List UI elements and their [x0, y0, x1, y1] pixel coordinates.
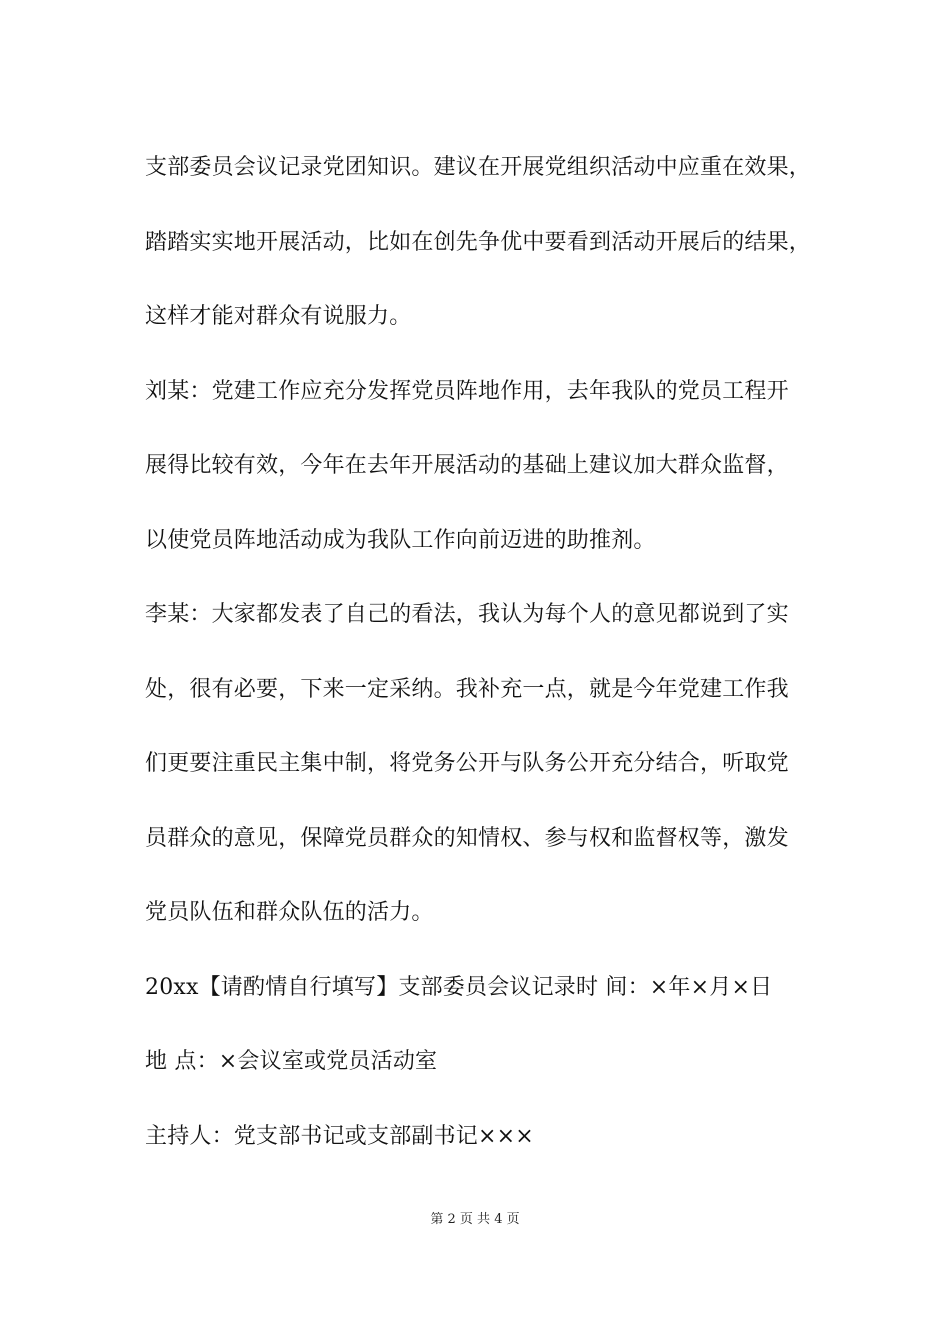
text-line: 处，很有必要，下来一定采纳。我补充一点，就是今年党建工作我 — [145, 676, 789, 702]
text-line: 这样才能对群众有说服力。 — [145, 304, 412, 329]
text-line: 党员队伍和群众队伍的活力。 — [145, 900, 434, 925]
text-line: 们更要注重民主集中制，将党务公开与队务公开充分结合，听取党 — [145, 751, 789, 776]
text-line: 员群众的意见，保障党员群众的知情权、参与权和监督权等，激发 — [145, 825, 789, 851]
page-number-footer: 第 2 页 共 4 页 — [430, 1212, 520, 1227]
meeting-host-line: 主持人：党支部书记或支部副书记××× — [145, 1123, 534, 1149]
text-line: 刘某：党建工作应充分发挥党员阵地作用，去年我队的党员工程开 — [145, 378, 789, 404]
text-line: 以使党员阵地活动成为我队工作向前迈进的助推剂。 — [145, 527, 656, 553]
text-line: 展得比较有效，今年在去年开展活动的基础上建议加大群众监督， — [145, 453, 789, 478]
text-line: 踏踏实实地开展活动，比如在创先争优中要看到活动开展后的结果， — [145, 229, 812, 255]
text-line: 李某：大家都发表了自己的看法，我认为每个人的意见都说到了实 — [145, 602, 789, 627]
meeting-location-line: 地 点：×会议室或党员活动室 — [145, 1049, 438, 1074]
text-line: 支部委员会议记录党团知识。建议在开展党组织活动中应重在效果， — [145, 155, 812, 180]
meeting-time-line: 20xx【请酌情自行填写】支部委员会议记录时 间：×年×月×日 — [145, 974, 773, 1000]
document-body — [145, 131, 845, 1174]
